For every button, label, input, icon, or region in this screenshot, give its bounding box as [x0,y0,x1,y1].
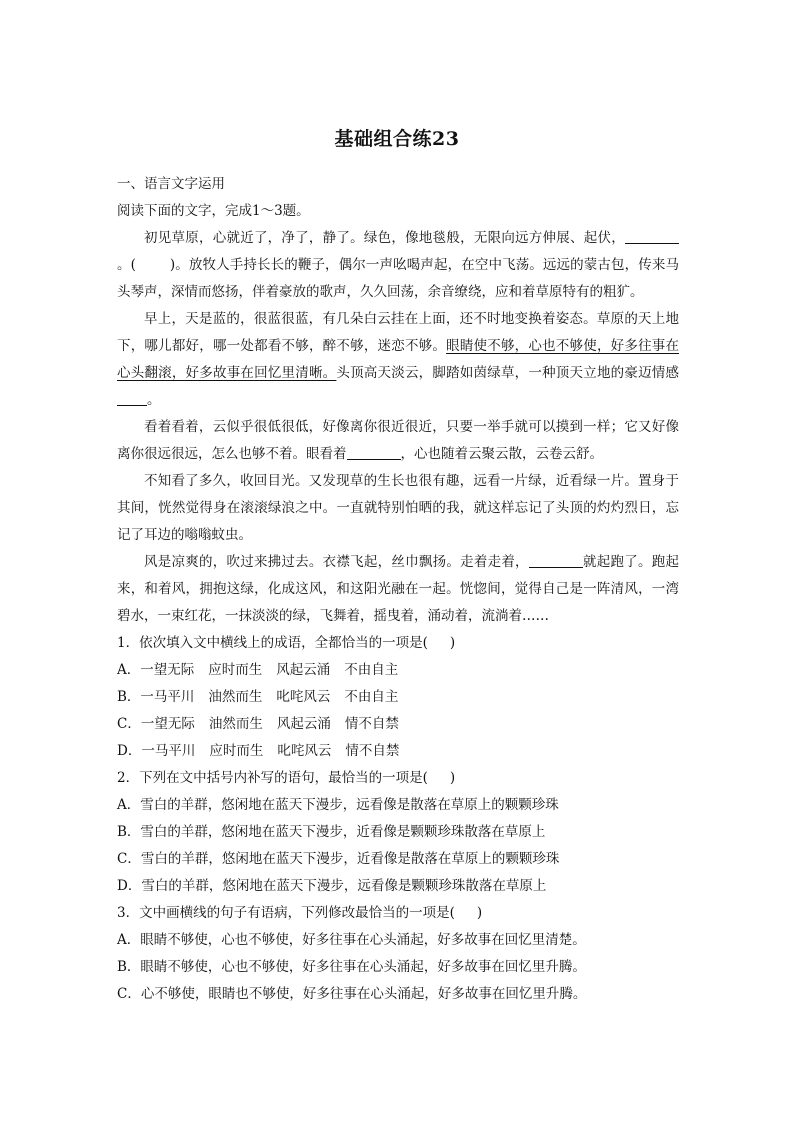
question-option[interactable]: D．雪白的羊群，悠闲地在蓝天下漫步，远看像是颗颗珍珠散落在草原上 [117,878,547,894]
fill-blank [117,389,147,406]
fill-blank [529,551,583,568]
question-option[interactable]: B．一马平川 油然而生 叱咤风云 不由自主 [117,689,399,705]
section-heading: 一、语言文字运用 [117,176,225,192]
passage-paragraph-2 [117,306,679,414]
passage-text: ，心也随着云聚云散，云卷云舒。 [400,446,603,462]
passage-paragraph-3 [117,414,679,468]
question-option[interactable]: D．一马平川 应时而生 叱咤风云 情不自禁 [117,743,400,759]
passage-text: 初见草原，心就近了，净了，静了。绿色，像地毯般，无限向远方伸展、起伏， [144,230,625,246]
passage-text: 头顶高天淡云，脚踏如茵绿草，一种顶天立地的豪迈情感 [336,365,680,381]
section-instruction: 阅读下面的文字，完成1～3题。 [117,203,310,219]
underlined-sentence: 眼睛使不够，心也不够使，好多往事在心头翻滚，好多故事在回忆里清晰。 [117,338,680,381]
question-option[interactable]: B．眼睛不够使，心也不够使，好多往事在心头涌起，好多故事在回忆里升腾。 [117,959,586,975]
passage-paragraph-5 [117,549,679,630]
question-option[interactable]: A．一望无际 应时而生 风起云涌 不由自主 [117,662,399,678]
question-stem: 2．下列在文中括号内补写的语句，最恰当的一项是( ) [117,770,456,786]
passage-text: 就起跑了。跑起来，和着风，拥抱这绿，化成这风，和这阳光融在一起。恍惚间，觉得自己是一阵清风，一湾碧水，一束红花，一抹淡淡的绿，飞舞着，摇曳着，涌动着，流淌着…… [117,554,680,624]
passage-paragraph-4 [117,468,679,549]
question-option[interactable]: B．雪白的羊群，悠闲地在蓝天下漫步，近看像是颗颗珍珠散落在草原上 [117,824,546,840]
question-option[interactable]: A．眼睛不够使，心也不够使，好多往事在心头涌起，好多故事在回忆里清楚。 [117,932,586,948]
passage-text: 。 [147,392,161,408]
page-title: 基础组合练23 [334,128,460,150]
question-option[interactable]: C．心不够使，眼睛也不够使，好多往事在心头涌起，好多故事在回忆里升腾。 [117,986,587,1002]
passage-text: 早上，天是蓝的，很蓝很蓝，有几朵白云挂在上面，还不时地变换着姿态。草原的天上地下，哪儿都好，哪一处都看不够，醉不够，迷恋不够。 [117,311,679,354]
fill-blank [347,443,401,460]
question-stem: 1．依次填入文中横线上的成语，全都恰当的一项是( ) [117,635,456,651]
question-option[interactable]: A．雪白的羊群，悠闲地在蓝天下漫步，远看像是散落在草原上的颗颗珍珠 [117,797,559,813]
question-option[interactable]: C．一望无际 油然而生 风起云涌 情不自禁 [117,716,399,732]
document-body [117,171,679,1008]
passage-paragraph-1 [117,225,679,306]
passage-text: 不知看了多久，收回目光。又发现草的生长也很有趣，远看一片绿，近看绿一片。置身于其间，恍然觉得身在滚滚绿浪之中。一直就特别怕晒的我，就这样忘记了头顶的灼灼烈日，忘记了耳边的嗡嗡蚊虫。 [117,473,679,543]
question-stem: 3．文中画横线的句子有语病，下列修改最恰当的一项是( ) [117,905,483,921]
passage-text: 看着看着，云似乎很低很低，好像离你很近很近，只要一举手就可以摸到一样；它又好像离你很远很远，怎么也够不着。眼看着 [117,419,679,462]
passage-text: 风是凉爽的，吹过来拂过去。衣襟飞起，丝巾飘扬。走着走着， [144,554,529,570]
fill-blank [625,227,679,244]
passage-text: )。放牧人手持长长的鞭子，偶尔一声吆喝声起，在空中飞荡。远远的蒙古包，传来马头琴声，深情而悠扬，伴着豪放的歌声，久久回荡，余音缭绕，应和着草原特有的粗犷。 [117,257,679,300]
passage-text: 。( [117,257,136,273]
question-option[interactable]: C．雪白的羊群，悠闲地在蓝天下漫步，近看像是散落在草原上的颗颗珍珠 [117,851,560,867]
